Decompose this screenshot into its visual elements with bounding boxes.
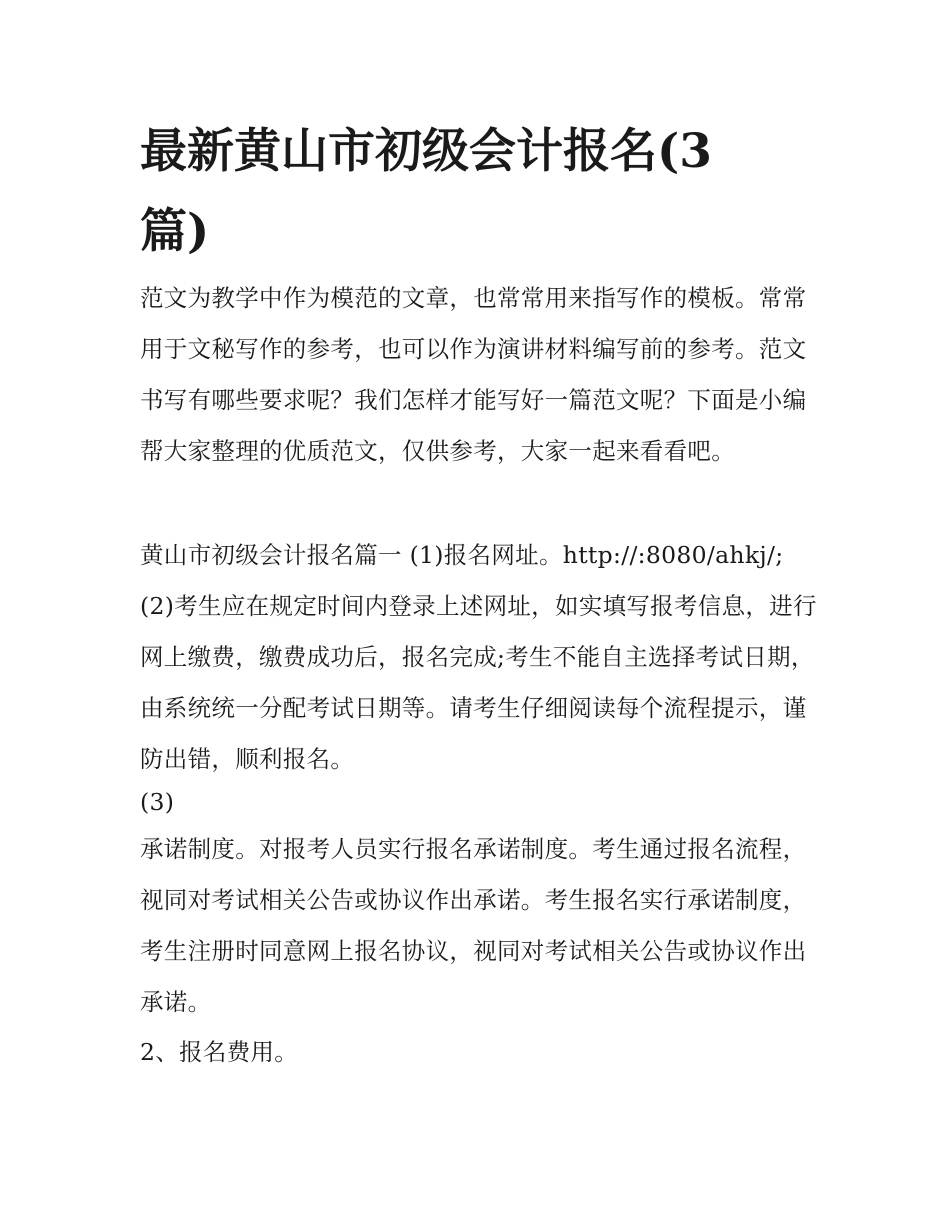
intro-paragraph: 范文为教学中作为模范的文章，也常常用来指写作的模板。常常用于文秘写作的参考，也可以作为演讲材料编写前的参考。范文书写有哪些要求呢？我们怎样才能写好一篇范文呢？下面是小编帮大家整理的优质范文，仅供参考，大家一起来看看吧。	[140, 284, 807, 465]
step3-number: (3)	[140, 788, 175, 816]
registration-steps-paragraph: (2)考生应在规定时间内登录上述网址，如实填写报考信息，进行网上缴费，缴费成功后，报名完成;考生不能自主选择考试日期，由系统统一分配考试日期等。请考生仔细阅读每个流程提示，谨防出错，顺利报名。	[140, 592, 817, 773]
document-title: 最新黄山市初级会计报名(3篇)	[140, 124, 712, 259]
registration-url-paragraph: 黄山市初级会计报名篇一 (1)报名网址。http://:8080/ahkj/;	[140, 541, 784, 569]
commitment-system-paragraph: 承诺制度。对报考人员实行报名承诺制度。考生通过报名流程，视同对考试相关公告或协议作出承诺。考生报名实行承诺制度，考生注册时同意网上报名协议，视同对考试相关公告或协议作出承诺。	[140, 835, 807, 1016]
registration-fee-heading: 2、报名费用。	[140, 1038, 299, 1066]
